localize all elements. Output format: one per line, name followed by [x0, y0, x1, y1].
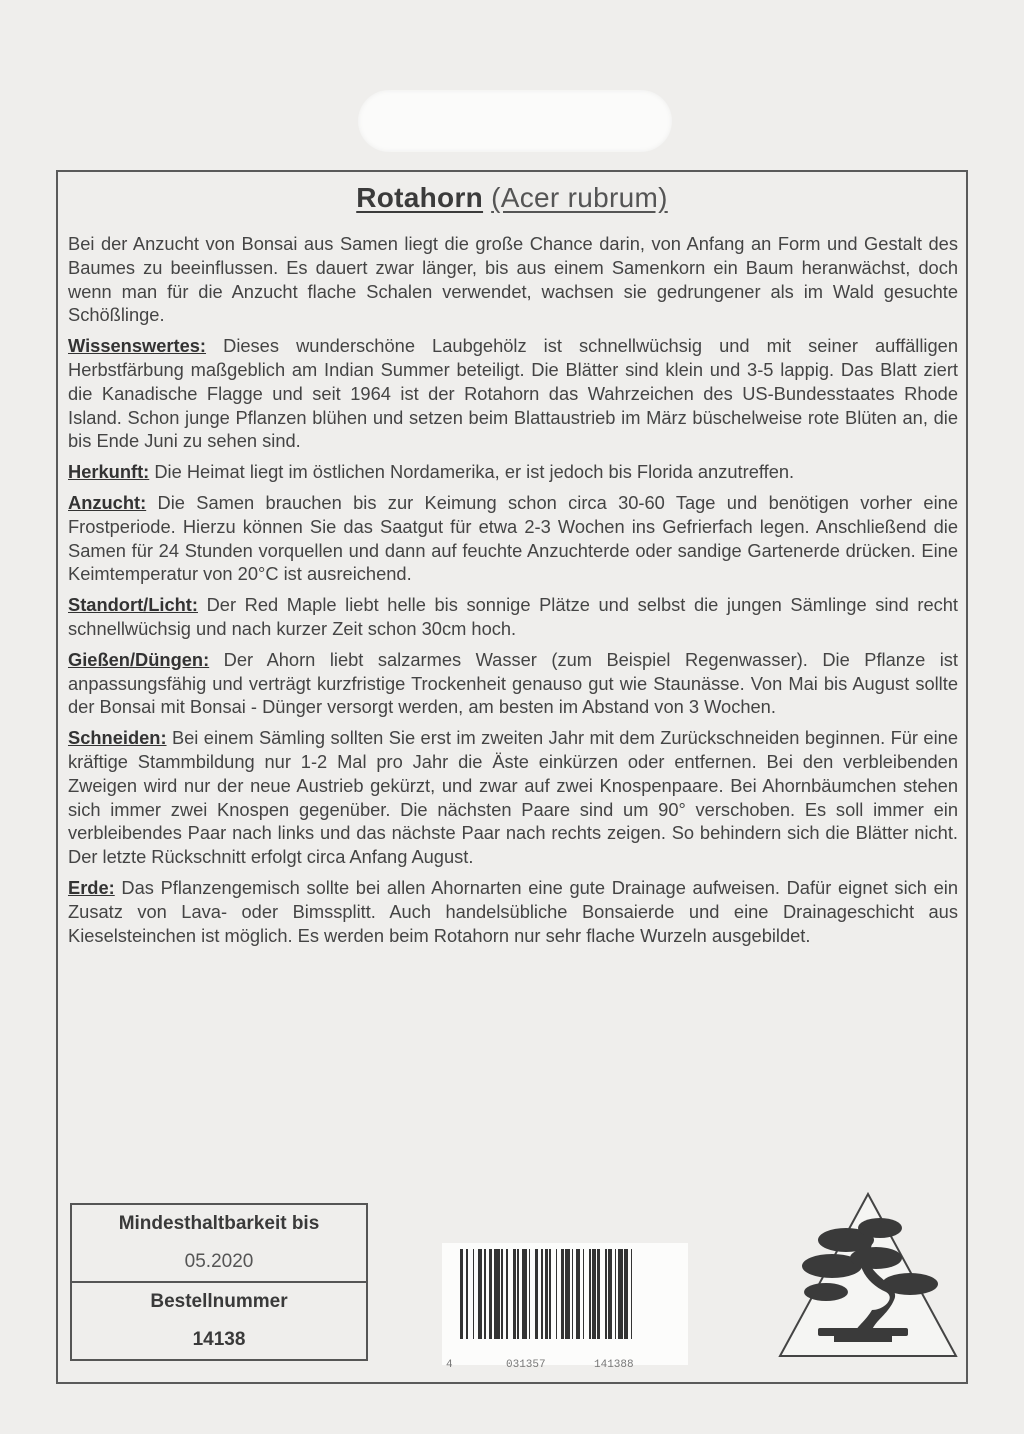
- best-before-label: Mindesthaltbarkeit bis: [118, 1213, 320, 1234]
- intro-paragraph: Bei der Anzucht von Bonsai aus Samen liegt die große Chance darin, von Anfang an Form und Gestalt des Baumes zu beeinflussen. Es dauert zwar länger, bis aus einem Samenkorn ein Baum heranwächst, doch wenn man für die Anzucht flache Schalen verwendet, wachsen sie gedrungener als im Wald gesuchte Schößlinge.: [68, 233, 958, 326]
- section-herkunft: [68, 460, 958, 484]
- bonsai-tree-triangle-icon: [776, 1188, 960, 1364]
- barcode-digit-group-1: 031357: [506, 1359, 546, 1371]
- description-text: [68, 232, 958, 954]
- section-label: Herkunft:: [68, 461, 150, 483]
- product-title: [0, 182, 1024, 214]
- section-wissenswertes: [68, 334, 958, 453]
- section-label: Anzucht:: [68, 491, 147, 513]
- section-label: Schneiden:: [68, 727, 167, 749]
- product-latin-name: (Acer rubrum): [491, 182, 668, 213]
- hang-tab: [358, 90, 672, 152]
- barcode: [442, 1243, 688, 1371]
- info-box: [70, 1203, 368, 1361]
- barcode-digit-first: 4: [446, 1359, 453, 1371]
- section-label: Standort/Licht:: [68, 594, 198, 616]
- barcode-bars: [460, 1249, 670, 1339]
- order-number-value: 14138: [192, 1329, 246, 1350]
- section-schneiden: [68, 726, 958, 869]
- section-text: Bei einem Sämling sollten Sie erst im zweiten Jahr mit dem Zurückschneiden beginnen. Für eine kräftige Stammbildung nur 1-2 Mal pro Jahr die Äste einkürzen oder entfernen. Bei den verbleibenden Zweigen wird nur der neue Austrieb gekürzt, und zwar auf zwei Knospenpaare. Bei Ahornbäumchen stehen sich immer zwei Knospen gegenüber. Die nächsten Paare sind um 90° verschoben. Es soll immer ein verbleibendes Paar nach links und das nächste Paar nach rechts zeigen. So behindern sich die Blätter nicht. Der letzte Rückschnitt erfolgt circa Anfang August.: [68, 727, 958, 868]
- barcode-digit-group-2: 141388: [594, 1359, 634, 1371]
- section-label: Gießen/Düngen:: [68, 648, 210, 670]
- section-standort-licht: [68, 593, 958, 641]
- section-text: Das Pflanzengemisch sollte bei allen Ahornarten eine gute Drainage aufweisen. Dafür eignet sich ein Zusatz von Lava- oder Bimssplitt. Auch handelsübliche Bonsaierde und eine Drainageschicht aus Kieselsteinchen ist möglich. Es werden beim Rotahorn nur sehr flache Wurzeln ausgebildet.: [68, 876, 958, 946]
- section-text: Der Ahorn liebt salzarmes Wasser (zum Beispiel Regenwasser). Die Pflanze ist anpassungsfähig und verträgt kurzfristige Trockenheit genauso gut wie Staunässe. Von Mai bis August sollte der Bonsai mit Bonsai - Dünger versorgt werden, am besten im Abstand von 3 Wochen.: [68, 648, 958, 718]
- best-before-value: 05.2020: [184, 1251, 254, 1272]
- section-text: Die Heimat liegt im östlichen Nordamerika, er ist jedoch bis Florida anzutreffen.: [149, 461, 795, 483]
- section-giessen-duengen: [68, 648, 958, 719]
- section-label: Erde:: [68, 876, 115, 898]
- section-label: Wissenswertes:: [68, 335, 207, 357]
- barcode-bar: [631, 1249, 633, 1339]
- section-text: Die Samen brauchen bis zur Keimung schon circa 30-60 Tage und benötigen vorher eine Frostperiode. Hierzu können Sie das Saatgut für etwa 2-3 Wochen ins Gefrierfach legen. Anschließend die Samen für 24 Stunden vorquellen und dann auf feuchte Anzuchterde oder sandige Gartenerde drücken. Eine Keimtemperatur von 20°C ist ausreichend.: [68, 491, 958, 585]
- section-erde: [68, 876, 958, 947]
- section-text: Der Red Maple liebt helle bis sonnige Plätze und selbst die jungen Sämlinge sind recht schnellwüchsig und nach kurzer Zeit schon 30cm hoch.: [68, 594, 958, 639]
- section-text: Dieses wunderschöne Laubgehölz ist schnellwüchsig und mit seiner auffälligen Herbstfärbung maßgeblich am Indian Summer beteiligt. Die Blätter sind klein und 3-5 lappig. Das Blatt ziert die Kanadische Flagge und seit 1964 ist der Rotahorn das Wahrzeichen des US-Bundesstaates Rhode Island. Schon junge Pflanzen blühen und setzen beim Blattaustrieb im März büschelweise rote Blüten an, die bis Ende Juni zu sehen sind.: [68, 335, 958, 452]
- section-anzucht: [68, 491, 958, 586]
- order-number-label: Bestellnummer: [150, 1291, 288, 1312]
- product-name: Rotahorn: [356, 182, 484, 213]
